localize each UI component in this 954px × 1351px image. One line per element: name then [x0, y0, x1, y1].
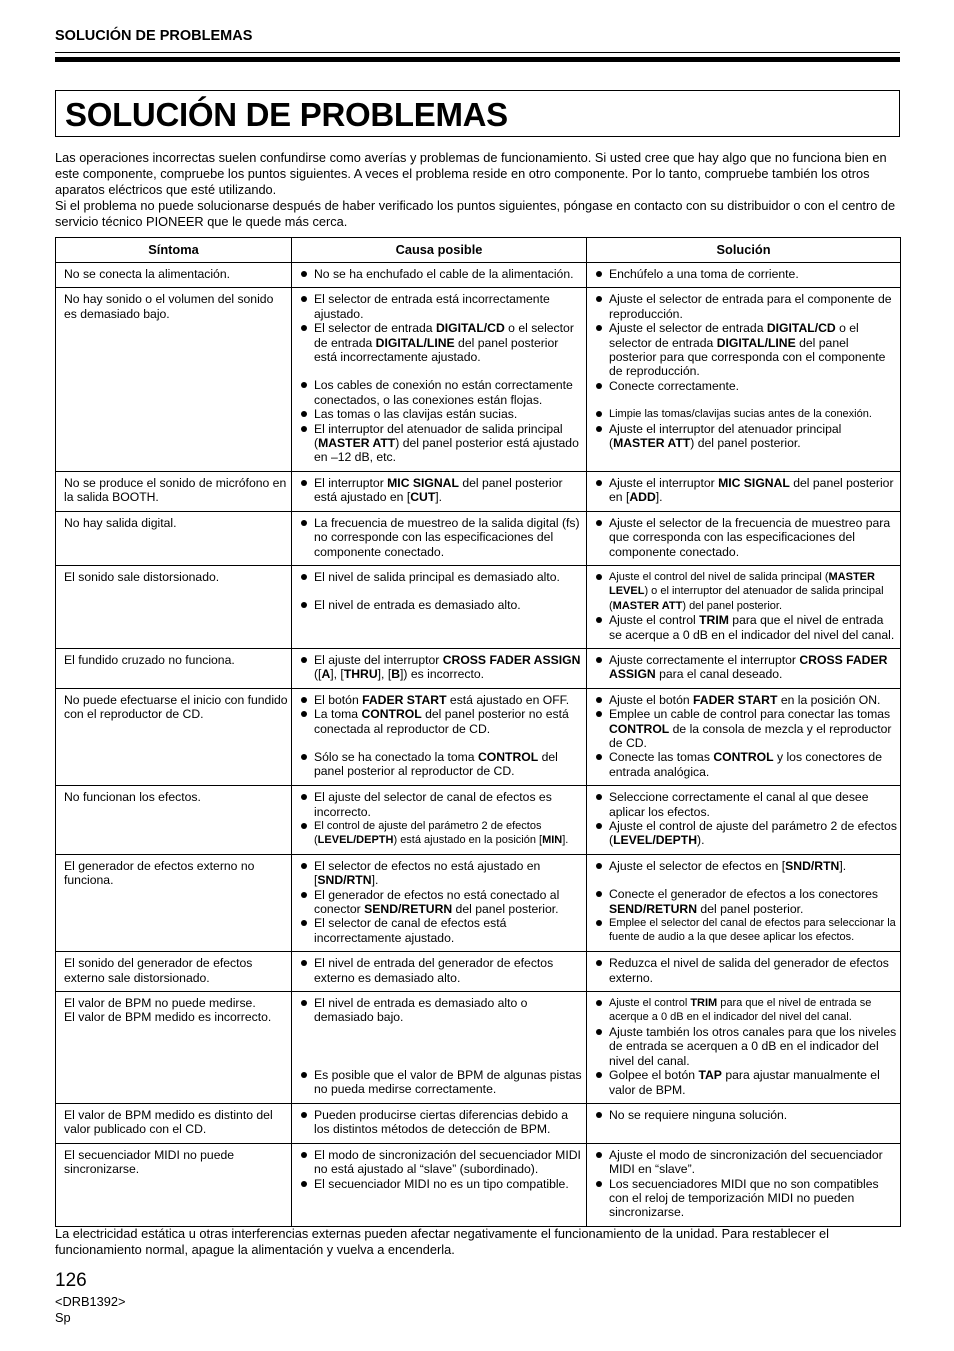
solution-cell	[587, 1103, 901, 1143]
symptom-cell: No puede efectuarse el inicio con fundido con el reproductor de CD.	[56, 688, 292, 785]
symptom-cell: No hay salida digital.	[56, 511, 292, 565]
table-row	[56, 288, 901, 471]
solution-item: Ajuste el selector de la frecuencia de muestreo para que corresponda con las especificaciones del componente conectado.	[595, 516, 897, 559]
table-body	[56, 263, 901, 1227]
symptom-cell: No se conecta la alimentación.	[56, 263, 292, 288]
cause-item: El modo de sincronización del secuenciador MIDI no está ajustado al “slave” (subordinado).	[300, 1148, 583, 1177]
solution-list	[595, 570, 897, 642]
page-number: 126	[55, 1270, 87, 1291]
solution-item: Seleccione correctamente el canal al que desee aplicar los efectos.	[595, 790, 897, 819]
solution-cell	[587, 1143, 901, 1226]
header-cause: Causa posible	[292, 238, 587, 263]
symptom-cell: No hay sonido o el volumen del sonido es demasiado bajo.	[56, 288, 292, 471]
troubleshooting-table	[55, 237, 901, 1227]
solution-list	[595, 267, 897, 281]
solution-cell	[587, 511, 901, 565]
symptom-cell: El valor de BPM medido es distinto del valor publicado con el CD.	[56, 1103, 292, 1143]
cause-cell	[292, 471, 587, 511]
table-row	[56, 854, 901, 951]
solution-list	[595, 956, 897, 985]
solution-item: Conecte correctamente.	[595, 379, 897, 393]
solution-cell	[587, 992, 901, 1104]
cause-item: El interruptor MIC SIGNAL del panel posterior está ajustado en [CUT].	[300, 476, 583, 505]
cause-cell	[292, 263, 587, 288]
symptom-cell: No funcionan los efectos.	[56, 786, 292, 855]
cause-item: El secuenciador MIDI no es un tipo compatible.	[300, 1177, 583, 1191]
table-row	[56, 992, 901, 1104]
table-row	[56, 786, 901, 855]
cause-list	[300, 996, 583, 1097]
solution-cell	[587, 854, 901, 951]
solution-list	[595, 476, 897, 505]
solution-cell	[587, 288, 901, 471]
cause-item: El nivel de entrada es demasiado alto o demasiado bajo.	[300, 996, 583, 1025]
cause-cell	[292, 854, 587, 951]
solution-item: Ajuste el selector de entrada para el componente de reproducción.	[595, 292, 897, 321]
solution-list	[595, 790, 897, 848]
cause-item: La toma CONTROL del panel posterior no está conectada al reproductor de CD.	[300, 707, 583, 736]
cause-item: El selector de entrada está incorrectamente ajustado.	[300, 292, 583, 321]
table-row	[56, 471, 901, 511]
solution-item: Ajuste el botón FADER START en la posición ON.	[595, 693, 897, 707]
symptom-cell: El generador de efectos externo no funciona.	[56, 854, 292, 951]
cause-cell	[292, 952, 587, 992]
language-code: Sp	[55, 1310, 71, 1325]
cause-item: El interruptor del atenuador de salida principal (MASTER ATT) del panel posterior está ajustado en –12 dB, etc.	[300, 422, 583, 465]
solution-cell	[587, 565, 901, 648]
running-header: SOLUCIÓN DE PROBLEMAS	[55, 28, 253, 44]
solution-cell	[587, 263, 901, 288]
solution-item: Ajuste el selector de efectos en [SND/RTN].	[595, 859, 897, 873]
cause-list	[300, 1148, 583, 1191]
solution-item: Ajuste el control del nivel de salida principal (MASTER LEVEL) o el interruptor del atenuador de salida principal (MASTER ATT) del panel posterior.	[595, 570, 897, 613]
cause-item: Pueden producirse ciertas diferencias debido a los distintos métodos de detección de BPM.	[300, 1108, 583, 1137]
cause-cell	[292, 648, 587, 688]
cause-list	[300, 956, 583, 985]
cause-item: Las tomas o las clavijas están sucias.	[300, 407, 583, 421]
cause-cell	[292, 565, 587, 648]
cause-list	[300, 790, 583, 848]
cause-item: El ajuste del selector de canal de efectos es incorrecto.	[300, 790, 583, 819]
solution-list	[595, 1148, 897, 1220]
solution-cell	[587, 471, 901, 511]
solution-item: Limpie las tomas/clavijas sucias antes de la conexión.	[595, 407, 897, 421]
solution-list	[595, 1108, 897, 1122]
solution-cell	[587, 688, 901, 785]
solution-list	[595, 653, 897, 682]
solution-item: Conecte el generador de efectos a los conectores SEND/RETURN del panel posterior.	[595, 887, 897, 916]
table-row	[56, 648, 901, 688]
intro-paragraph-1: Las operaciones incorrectas suelen confundirse como averías y problemas de funcionamiento. Si usted cree que hay algo que no funciona bien en este componente, compruebe los puntos siguientes. A veces el problema reside en otro componente. Por lo tanto, compruebe también los otros aparatos eléctricos que esté utilizando.	[55, 150, 887, 197]
cause-item: El nivel de entrada del generador de efectos externo es demasiado alto.	[300, 956, 583, 985]
symptom-cell: El valor de BPM no puede medirse. El valor de BPM medido es incorrecto.	[56, 992, 292, 1104]
solution-item: Ajuste el interruptor del atenuador principal (MASTER ATT) del panel posterior.	[595, 422, 897, 451]
cause-list	[300, 859, 583, 945]
cause-list	[300, 267, 583, 281]
table-row	[56, 1143, 901, 1226]
header-rule-thick	[55, 57, 900, 62]
solution-item: Ajuste el modo de sincronización del secuenciador MIDI en “slave”.	[595, 1148, 897, 1177]
solution-item: No se requiere ninguna solución.	[595, 1108, 897, 1122]
symptom-cell: El fundido cruzado no funciona.	[56, 648, 292, 688]
solution-item: Ajuste también los otros canales para que los niveles de entrada se acerquen a 0 dB en el indicador del nivel del canal.	[595, 1025, 897, 1068]
cause-list	[300, 693, 583, 779]
header-symptom: Síntoma	[56, 238, 292, 263]
intro-text	[55, 150, 903, 230]
footer-note	[55, 1226, 903, 1258]
header-rule-thin	[55, 52, 900, 53]
cause-cell	[292, 786, 587, 855]
page-title: SOLUCIÓN DE PROBLEMAS	[65, 96, 508, 133]
cause-list	[300, 476, 583, 505]
cause-item: El nivel de entrada es demasiado alto.	[300, 598, 583, 612]
cause-list	[300, 653, 583, 682]
cause-list	[300, 570, 583, 613]
cause-cell	[292, 288, 587, 471]
symptom-cell: No se produce el sonido de micrófono en la salida BOOTH.	[56, 471, 292, 511]
cause-item: El control de ajuste del parámetro 2 de efectos (LEVEL/DEPTH) está ajustado en la posición [MIN].	[300, 819, 583, 848]
cause-cell	[292, 511, 587, 565]
cause-item: Los cables de conexión no están correctamente conectados, o las conexiones están flojas.	[300, 378, 583, 407]
solution-item: Ajuste el control de ajuste del parámetro 2 de efectos (LEVEL/DEPTH).	[595, 819, 897, 848]
solution-list	[595, 859, 897, 945]
footer-paragraph: La electricidad estática u otras interferencias externas pueden afectar negativamente el funcionamiento de la unidad. Para restablecer el funcionamiento normal, apague la alimentación y vuelva a encenderla.	[55, 1226, 829, 1257]
solution-item: Enchúfelo a una toma de corriente.	[595, 267, 897, 281]
table-row	[56, 1103, 901, 1143]
solution-list	[595, 516, 897, 559]
table-row	[56, 688, 901, 785]
cause-item: El selector de entrada DIGITAL/CD o el selector de entrada DIGITAL/LINE del panel posterior está incorrectamente ajustado.	[300, 321, 583, 364]
solution-list	[595, 693, 897, 779]
solution-item: Ajuste el control TRIM para que el nivel de entrada se acerque a 0 dB en el indicador del nivel del canal.	[595, 996, 897, 1025]
intro-paragraph-2: Si el problema no puede solucionarse después de haber verificado los puntos siguientes, póngase en contacto con su distribuidor o con el centro de servicio técnico PIONEER que le quede más cerca.	[55, 198, 896, 229]
solution-item: Ajuste el selector de entrada DIGITAL/CD o el selector de entrada DIGITAL/LINE del panel posterior para que corresponda con el componente de reproducción.	[595, 321, 897, 379]
solution-item: Ajuste correctamente el interruptor CROSS FADER ASSIGN para el canal deseado.	[595, 653, 897, 682]
solution-cell	[587, 786, 901, 855]
solution-cell	[587, 952, 901, 992]
symptom-cell: El sonido del generador de efectos externo sale distorsionado.	[56, 952, 292, 992]
solution-item: Conecte las tomas CONTROL y los conectores de entrada analógica.	[595, 750, 897, 779]
cause-item: Sólo se ha conectado la toma CONTROL del panel posterior al reproductor de CD.	[300, 750, 583, 779]
solution-item: Reduzca el nivel de salida del generador de efectos externo.	[595, 956, 897, 985]
table-row	[56, 511, 901, 565]
solution-cell	[587, 648, 901, 688]
cause-list	[300, 1108, 583, 1137]
cause-item: El nivel de salida principal es demasiado alto.	[300, 570, 583, 584]
cause-item: El selector de efectos no está ajustado en [SND/RTN].	[300, 859, 583, 888]
solution-item: Golpee el botón TAP para ajustar manualmente el valor de BPM.	[595, 1068, 897, 1097]
table-row	[56, 565, 901, 648]
cause-item: El generador de efectos no está conectado al conector SEND/RETURN del panel posterior.	[300, 888, 583, 917]
header-solution: Solución	[587, 238, 901, 263]
cause-item: No se ha enchufado el cable de la alimentación.	[300, 267, 583, 281]
title-box	[55, 90, 900, 137]
table-row	[56, 263, 901, 288]
solution-item: Ajuste el interruptor MIC SIGNAL del panel posterior en [ADD].	[595, 476, 897, 505]
table-header-row	[56, 238, 901, 263]
solution-item: Los secuenciadores MIDI que no son compatibles con el reloj de temporización MIDI no pueden sincronizarse.	[595, 1177, 897, 1220]
symptom-cell: El sonido sale distorsionado.	[56, 565, 292, 648]
symptom-cell: El secuenciador MIDI no puede sincronizarse.	[56, 1143, 292, 1226]
cause-cell	[292, 992, 587, 1104]
solution-list	[595, 996, 897, 1097]
cause-item: El botón FADER START está ajustado en OFF.	[300, 693, 583, 707]
solution-item: Emplee el selector del canal de efectos para seleccionar la fuente de audio a la que desee aplicar los efectos.	[595, 916, 897, 945]
cause-item: Es posible que el valor de BPM de algunas pistas no pueda medirse correctamente.	[300, 1068, 583, 1097]
solution-item: Ajuste el control TRIM para que el nivel de entrada se acerque a 0 dB en el indicador del nivel del canal.	[595, 613, 897, 642]
cause-cell	[292, 1103, 587, 1143]
document-code: <DRB1392>	[55, 1294, 126, 1309]
solution-item: Emplee un cable de control para conectar las tomas CONTROL de la consola de mezcla y el reproductor de CD.	[595, 707, 897, 750]
cause-list	[300, 292, 583, 464]
cause-cell	[292, 1143, 587, 1226]
table-row	[56, 952, 901, 992]
cause-list	[300, 516, 583, 559]
cause-item: El ajuste del interruptor CROSS FADER ASSIGN ([A], [THRU], [B]) es incorrecto.	[300, 653, 583, 682]
solution-list	[595, 292, 897, 450]
cause-cell	[292, 688, 587, 785]
cause-item: El selector de canal de efectos está incorrectamente ajustado.	[300, 916, 583, 945]
cause-item: La frecuencia de muestreo de la salida digital (fs) no corresponde con las especificaciones del componente conectado.	[300, 516, 583, 559]
